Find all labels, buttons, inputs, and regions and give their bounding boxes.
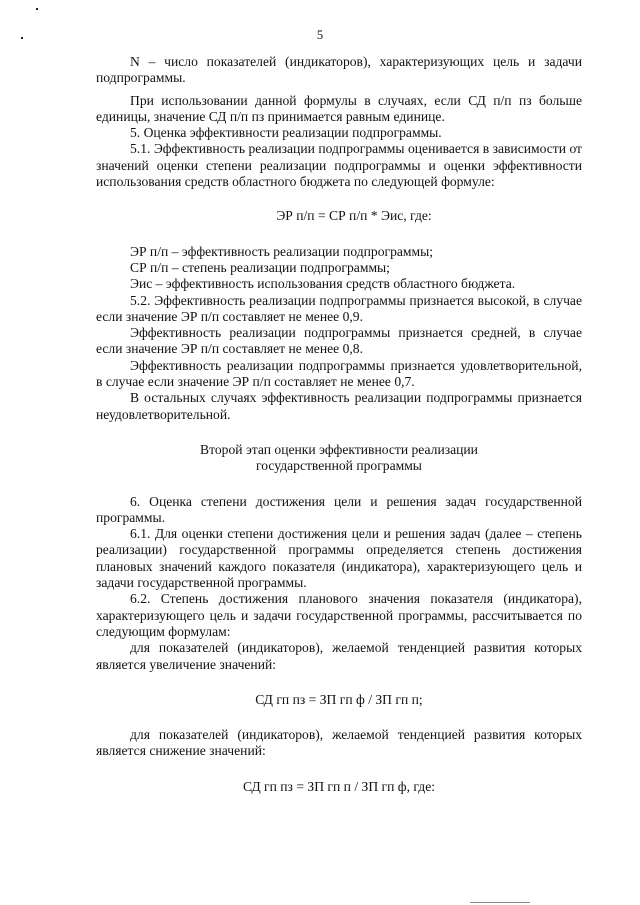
paragraph: 5.2. Эффективность реализации подпрограммы признается высокой, в случае если значение ЭР п/п составляет не менее 0,9. — [96, 292, 582, 324]
scan-speck — [36, 8, 38, 10]
paragraph: N – число показателей (индикаторов), характеризующих цель и задачи подпрограммы. — [96, 54, 582, 86]
paragraph: При использовании данной формулы в случаях, если СД п/п пз больше единицы, значение СД п/п пз принимается равным единице. — [96, 92, 582, 124]
definition: Эис – эффективность использования средств областного бюджета. — [130, 276, 516, 292]
page-number: 5 — [316, 28, 324, 42]
scan-edge-line — [470, 902, 530, 903]
paragraph: 6. Оценка степени достижения цели и решения задач государственной программы. — [96, 493, 582, 525]
paragraph: 5. Оценка эффективности реализации подпрограммы. — [130, 125, 442, 141]
paragraph: Эффективность реализации подпрограммы признается средней, в случае если значение ЭР п/п составляет не менее 0,8. — [96, 325, 582, 357]
section-heading: Второй этап оценки эффективности реализации — [200, 441, 478, 457]
paragraph: 6.1. Для оценки степени достижения цели и решения задач (далее – степень реализации) государственной программы определяется степень достижения плановых значений каждого показателя (индикатора), характеризующего цель и задачи государственной программы. — [96, 526, 582, 591]
paragraph: 5.1. Эффективность реализации подпрограммы оценивается в зависимости от значений оценки степени реализации подпрограммы и оценки эффективности использования средств областного бюджета по следующей формуле: — [96, 141, 582, 190]
formula: СД гп пз = ЗП гп п / ЗП гп ф, где: — [242, 778, 436, 794]
formula: СД гп пз = ЗП гп ф / ЗП гп п; — [255, 691, 423, 707]
definition: ЭР п/п – эффективность реализации подпрограммы; — [130, 243, 434, 259]
paragraph: Эффективность реализации подпрограммы признается удовлетворительной, в случае если значение ЭР п/п составляет не менее 0,7. — [96, 357, 582, 390]
paragraph: для показателей (индикаторов), желаемой тенденцией развития которых является увеличение значений: — [96, 640, 582, 672]
section-heading: государственной программы — [256, 458, 422, 474]
document-body — [96, 54, 582, 795]
paragraph: 6.2. Степень достижения планового значения показателя (индикатора), характеризующего цель и задачи государственной программы, рассчитывается по следующим формулам: — [96, 591, 582, 639]
definition: СР п/п – степень реализации подпрограммы; — [130, 259, 390, 275]
paragraph: для показателей (индикаторов), желаемой тенденцией развития которых является снижение значений: — [96, 727, 582, 759]
formula: ЭР п/п = СР п/п * Эис, где: — [276, 208, 432, 224]
paragraph: В остальных случаях эффективность реализации подпрограммы признается неудовлетворительной. — [96, 390, 582, 422]
